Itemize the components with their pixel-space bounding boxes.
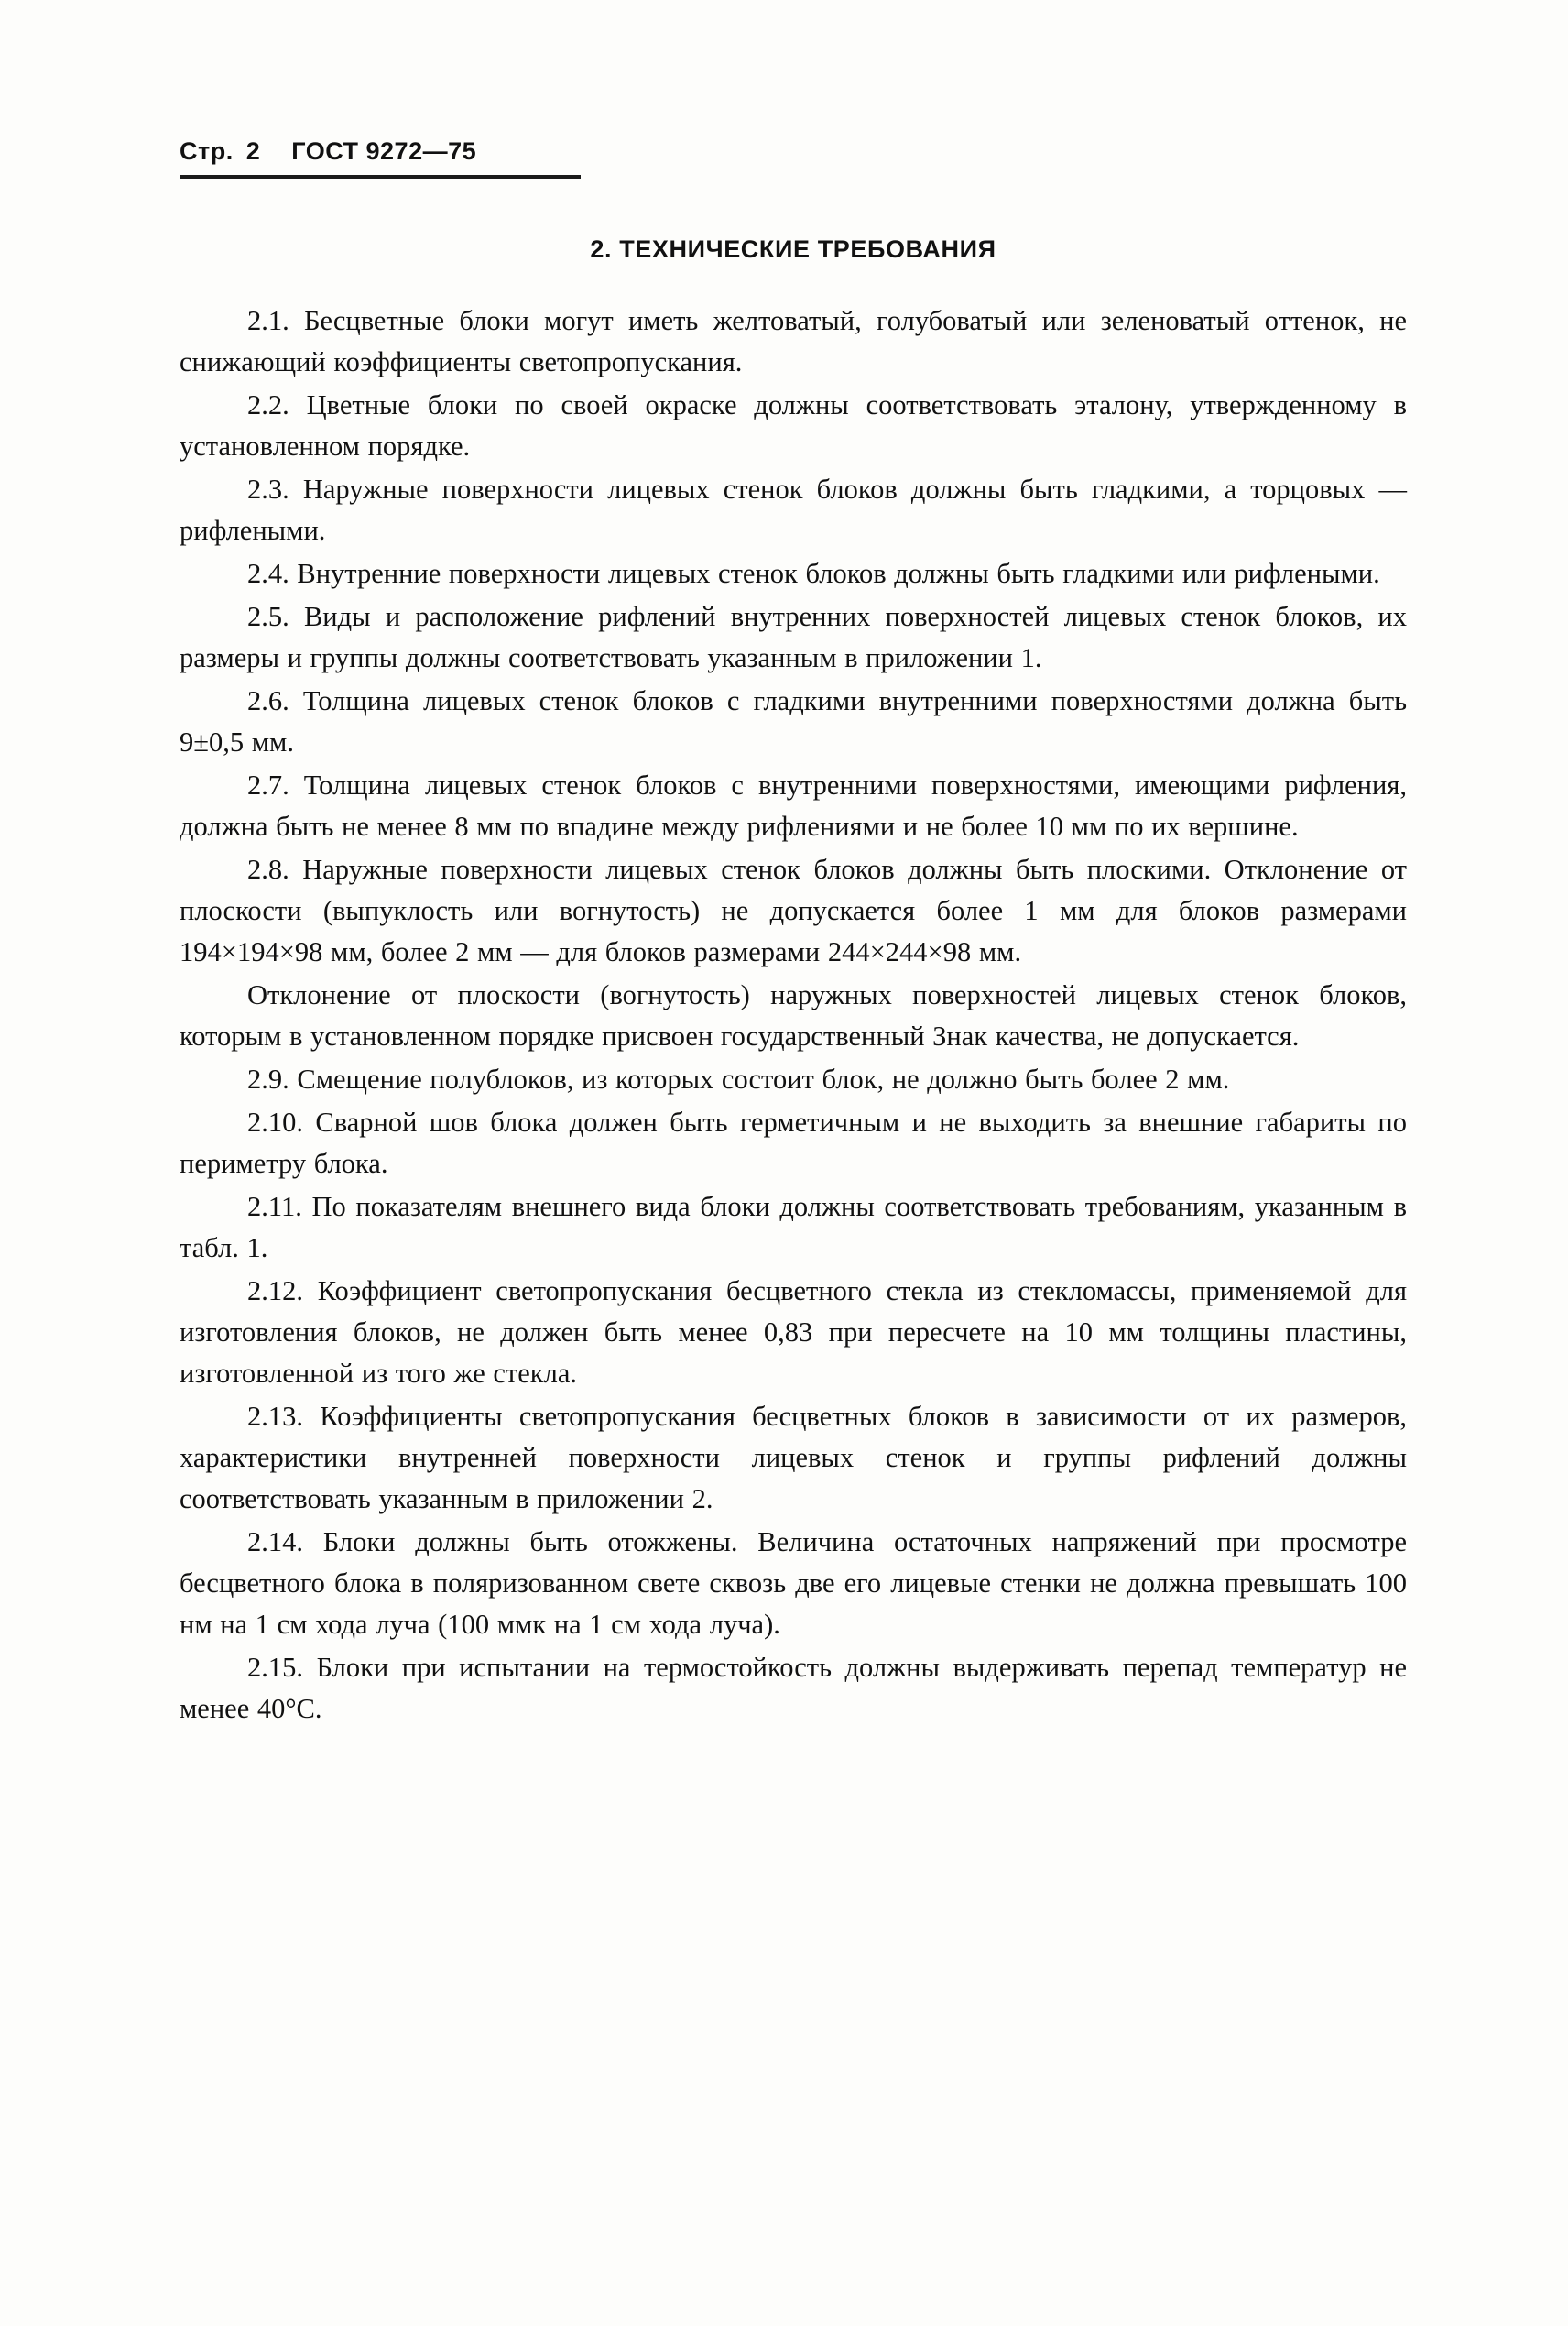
- section-title: 2. ТЕХНИЧЕСКИЕ ТРЕБОВАНИЯ: [590, 235, 996, 263]
- paragraph: 2.8. Наружные поверхности лицевых стенок блоков должны быть плоскими. Отклонение от плоскости (выпуклость или вогнутость) не допускается более 1 мм для блоков размерами 194×194×98 мм, более 2 мм — для блоков размерами 244×244×98 мм.: [180, 854, 1407, 967]
- header-standard-number: ГОСТ 9272—75: [291, 137, 477, 165]
- header-page-number: 2: [245, 137, 261, 165]
- paragraph: 2.11. По показателям внешнего вида блоки должны соответствовать требованиям, указанным в табл. 1.: [180, 1191, 1407, 1263]
- paragraph: Отклонение от плоскости (вогнутость) наружных поверхностей лицевых стенок блоков, которым в установленном порядке присвоен государственный Знак качества, не допускается.: [180, 979, 1407, 1052]
- paragraph: 2.4. Внутренние поверхности лицевых стенок блоков должны быть гладкими или рифлеными.: [247, 558, 1380, 589]
- header-page-word: Стр.: [180, 137, 234, 165]
- page-header: [180, 137, 1407, 166]
- paragraph: 2.14. Блоки должны быть отожжены. Величина остаточных напряжений при просмотре бесцветного блока в поляризованном свете сквозь две его лицевые стенки не должна превышать 100 нм на 1 см хода луча (100 ммк на 1 см хода луча).: [180, 1526, 1407, 1640]
- paragraph: 2.1. Бесцветные блоки могут иметь желтоватый, голубоватый или зеленоватый оттенок, не снижающий коэффициенты светопропускания.: [180, 305, 1407, 377]
- page-content: [180, 137, 1407, 1730]
- paragraph: 2.2. Цветные блоки по своей окраске должны соответствовать эталону, утвержденному в установленном порядке.: [180, 389, 1407, 462]
- body-text: [180, 300, 1407, 1730]
- header-divider: [180, 175, 581, 179]
- paragraph: 2.7. Толщина лицевых стенок блоков с внутренними поверхностями, имеющими рифления, должна быть не менее 8 мм по впадине между рифлениями и не более 10 мм по их вершине.: [180, 770, 1407, 842]
- paragraph: 2.12. Коэффициент светопропускания бесцветного стекла из стекломассы, применяемой для изготовления блоков, не должен быть менее 0,83 при пересчете на 10 мм толщины пластины, изготовленной из того же стекла.: [180, 1275, 1407, 1389]
- paragraph: 2.6. Толщина лицевых стенок блоков с гладкими внутренними поверхностями должна быть 9±0,5 мм.: [180, 685, 1407, 758]
- paragraph: 2.3. Наружные поверхности лицевых стенок блоков должны быть гладкими, а торцовых — рифлеными.: [180, 474, 1407, 546]
- paragraph: 2.9. Смещение полублоков, из которых состоит блок, не должно быть более 2 мм.: [247, 1064, 1230, 1095]
- paragraph: 2.5. Виды и расположение рифлений внутренних поверхностей лицевых стенок блоков, их размеры и группы должны соответствовать указанным в приложении 1.: [180, 601, 1407, 673]
- paragraph: 2.10. Сварной шов блока должен быть герметичным и не выходить за внешние габариты по периметру блока.: [180, 1107, 1407, 1179]
- paragraph: 2.13. Коэффициенты светопропускания бесцветных блоков в зависимости от их размеров, характеристики внутренней поверхности лицевых стенок и группы рифлений должны соответствовать указанным в приложении 2.: [180, 1401, 1407, 1514]
- paragraph: 2.15. Блоки при испытании на термостойкость должны выдерживать перепад температур не менее 40°С.: [180, 1652, 1407, 1724]
